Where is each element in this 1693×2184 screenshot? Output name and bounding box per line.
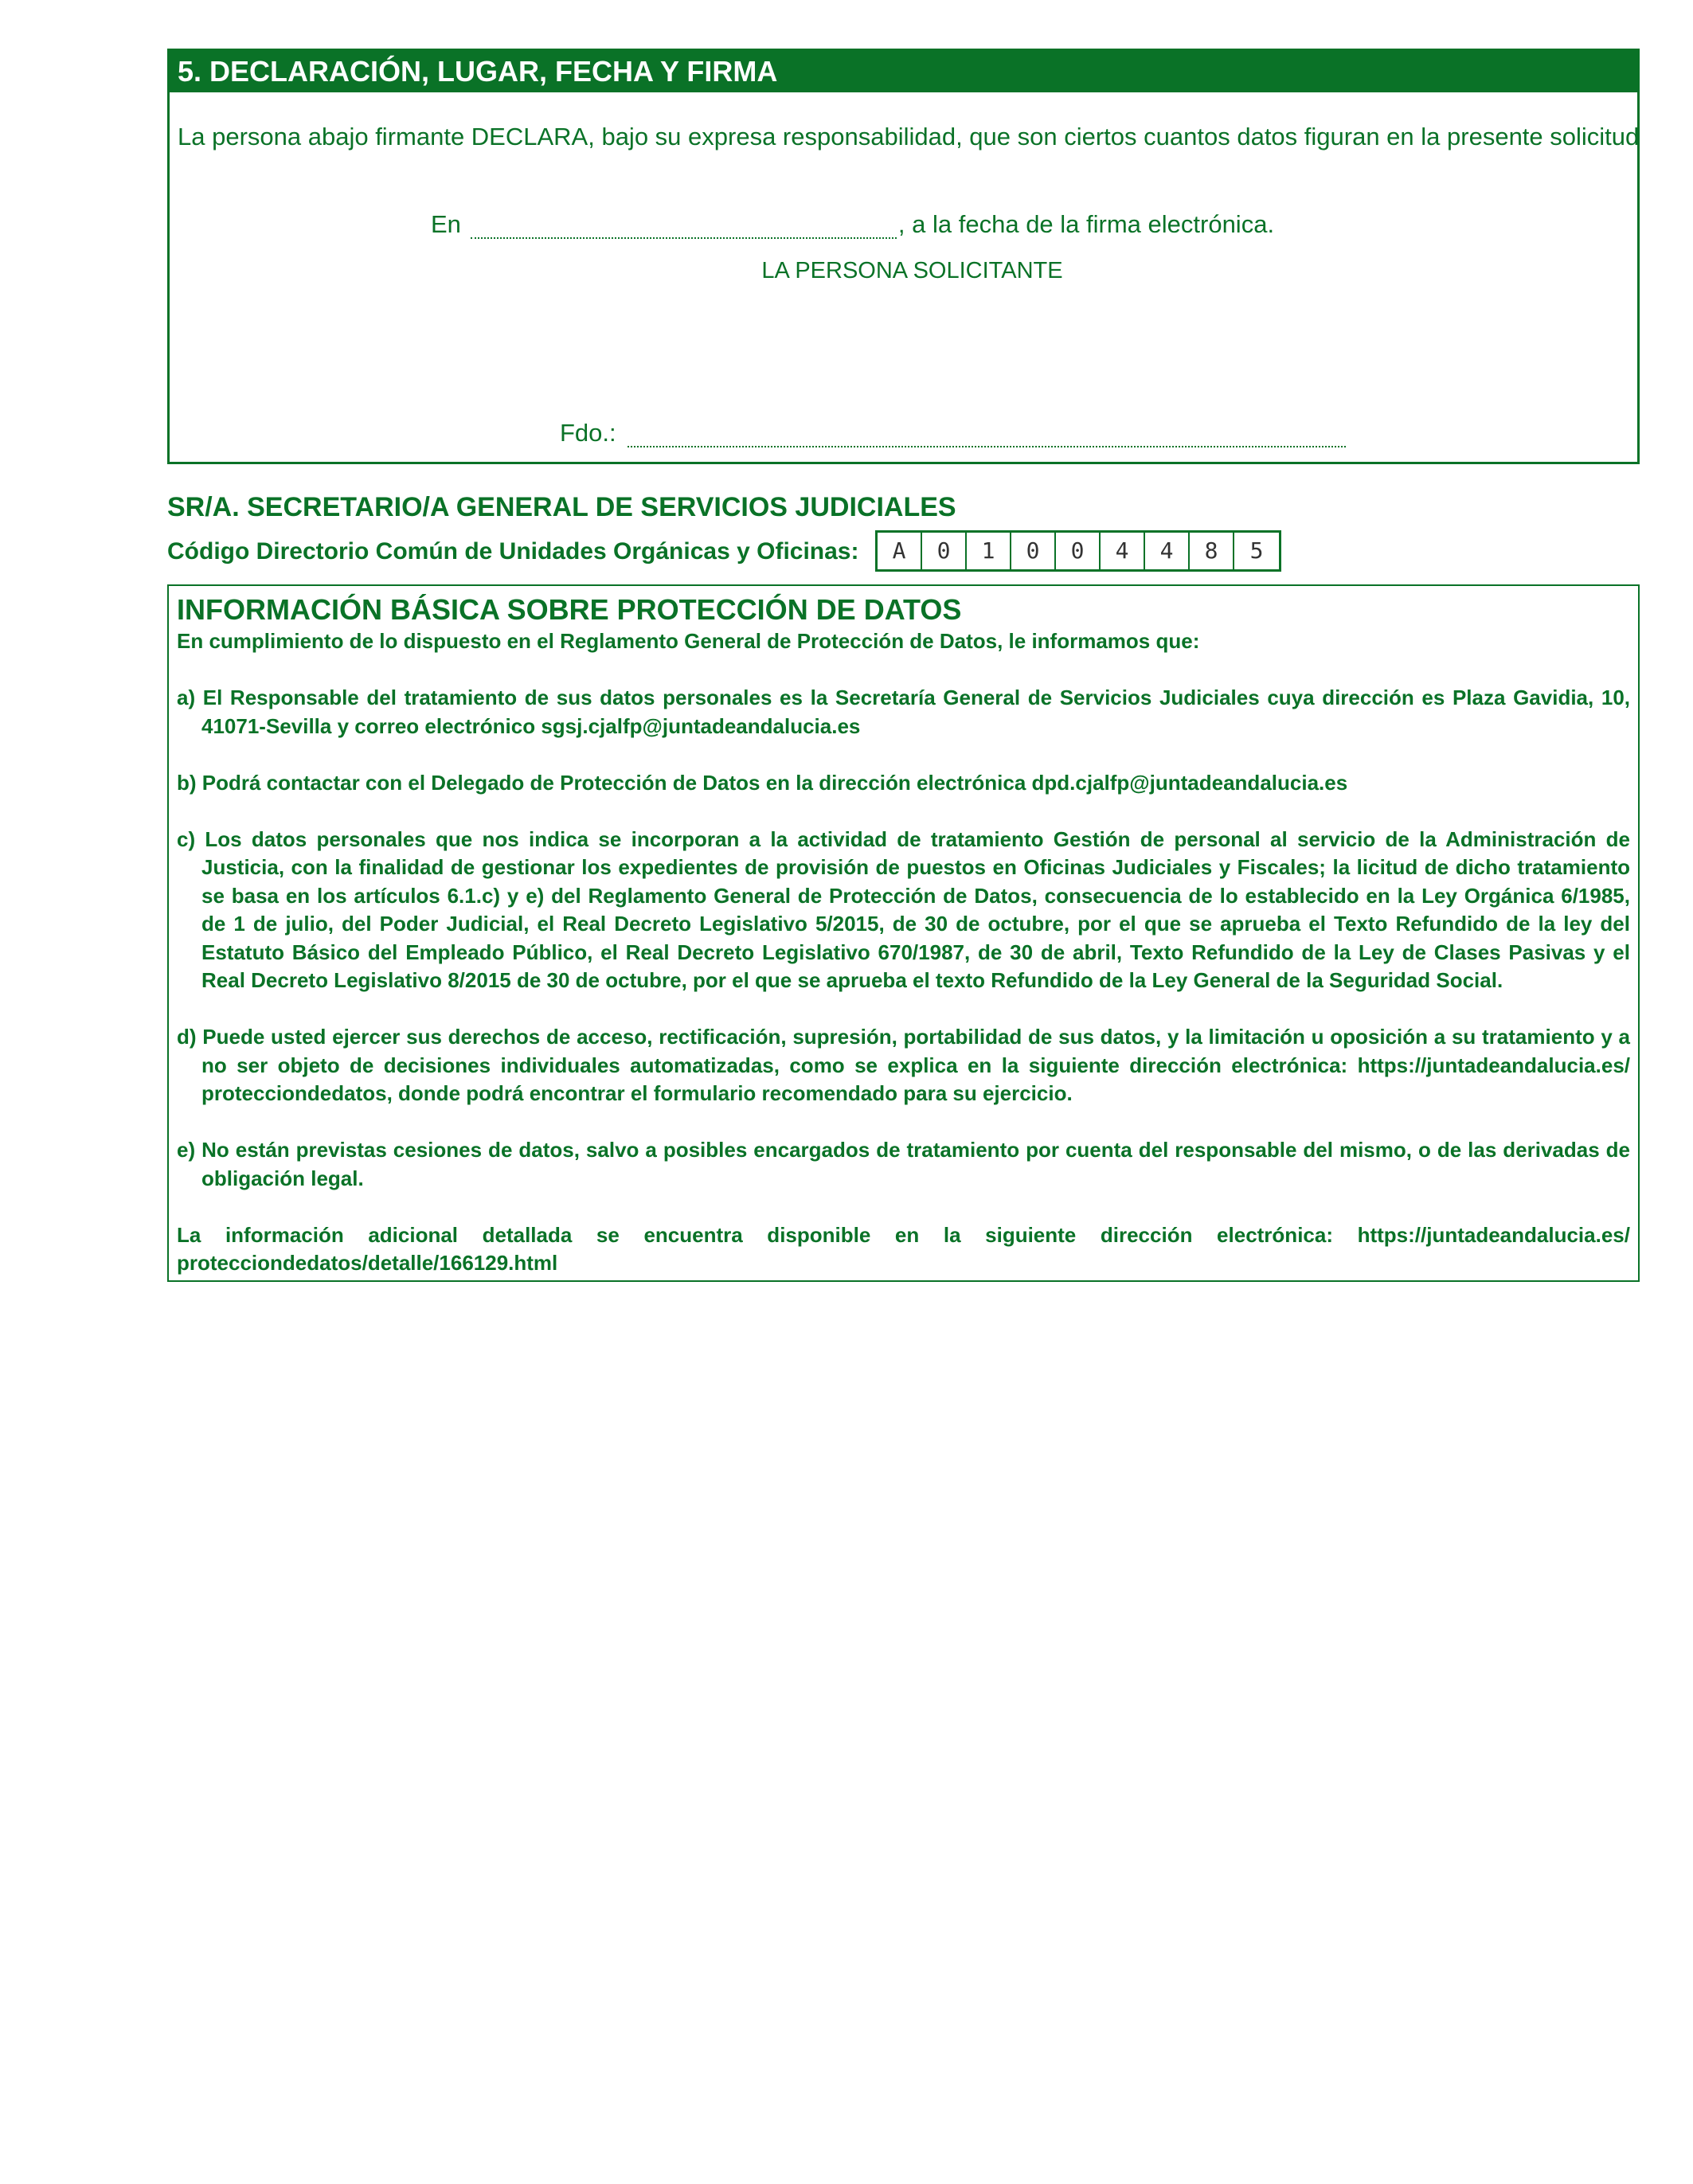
- code-char: 0: [922, 533, 967, 569]
- code-char: 4: [1101, 533, 1145, 569]
- addressee-title: SR/A. SECRETARIO/A GENERAL DE SERVICIOS JUDICIALES: [167, 492, 956, 522]
- declaration-text: La persona abajo firmante DECLARA, bajo su expresa responsabilidad, que son ciertos cuantos datos figuran en la presente solicitud: [178, 123, 1640, 150]
- signature-row: [560, 419, 1346, 447]
- code-char: 0: [1011, 533, 1056, 569]
- code-char: A: [878, 533, 922, 569]
- place-row: [431, 210, 1274, 239]
- data-protection-item: d) Puede usted ejercer sus derechos de acceso, rectificación, supresión, portabilidad de sus datos, y la limitación u oposición a su tratamiento y a no ser objeto de decisiones individuales automatizadas, como se explica en la siguiente dirección electrónica: https://juntadeandalucia.es/ protecciondedatos, donde podrá encontrar el formulario recomendado para su ejercicio.: [177, 1025, 1630, 1105]
- signature-field[interactable]: [628, 424, 1346, 447]
- code-char: 4: [1145, 533, 1190, 569]
- data-protection-item: b) Podrá contactar con el Delegado de Protección de Datos en la dirección electrónica dpd.cjalfp@juntadeandalucia.es: [177, 770, 1348, 795]
- code-char: 1: [967, 533, 1011, 569]
- directory-code-boxes: [875, 530, 1281, 572]
- data-protection-additional-info: La información adicional detallada se encuentra disponible en la siguiente dirección electrónica: https://juntadeandalucia.es/ protecciondedatos/detalle/166129.html: [177, 1222, 1630, 1275]
- code-char: 0: [1056, 533, 1101, 569]
- place-suffix: , a la fecha de la firma electrónica.: [897, 210, 1275, 238]
- place-prefix: En: [431, 210, 461, 238]
- directory-code-label: Código Directorio Común de Unidades Orgánicas y Oficinas:: [167, 538, 859, 565]
- data-protection-item: c) Los datos personales que nos indica se incorporan a la actividad de tratamiento Gestión de personal al servicio de la Administración de Justicia, con la finalidad de gestionar los expedientes de provisión de puestos en Oficinas Judiciales y Fiscales; la licitud de dicho tratamiento se basa en los artículos 6.1.c) y e) del Reglamento General de Protección de Datos, consecuencia de lo establecido en la Ley Orgánica 6/1985, de 1 de julio, del Poder Judicial, el Real Decreto Legislativo 5/2015, de 30 de octubre, por el que se aprueba el Texto Refundido de la ley del Estatuto Básico del Empleado Público, el Real Decreto Legislativo 670/1987, de 30 de abril, Texto Refundido de la Ley de Clases Pasivas y el Real Decreto Legislativo 8/2015 de 30 de octubre, por el que se aprueba el texto Refundido de la Ley General de la Seguridad Social.: [177, 826, 1630, 992]
- place-field[interactable]: [471, 215, 897, 239]
- signature-prefix: Fdo.:: [560, 419, 616, 447]
- section-header: 5. DECLARACIÓN, LUGAR, FECHA Y FIRMA: [170, 51, 1637, 92]
- data-protection-intro: En cumplimiento de lo dispuesto en el Reglamento General de Protección de Datos, le informamos que:: [177, 629, 1200, 653]
- data-protection-box: [167, 584, 1640, 1282]
- declaration-section: [167, 49, 1640, 464]
- data-protection-body: [177, 627, 1630, 1278]
- code-char: 5: [1249, 537, 1264, 564]
- applicant-label: LA PERSONA SOLICITANTE: [761, 258, 1063, 283]
- code-char: 8: [1190, 533, 1234, 569]
- data-protection-title: INFORMACIÓN BÁSICA SOBRE PROTECCIÓN DE DATOS: [177, 593, 962, 626]
- data-protection-item: e) No están previstas cesiones de datos, salvo a posibles encargados de tratamiento por cuenta del responsable del mismo, o de las derivadas de obligación legal.: [177, 1138, 1630, 1190]
- data-protection-item: a) El Responsable del tratamiento de sus datos personales es la Secretaría General de Servicios Judiciales cuya dirección es Plaza Gavidia, 10, 41071-Sevilla y correo electrónico sgsj.cjalfp@juntadeandalucia.es: [177, 686, 1630, 738]
